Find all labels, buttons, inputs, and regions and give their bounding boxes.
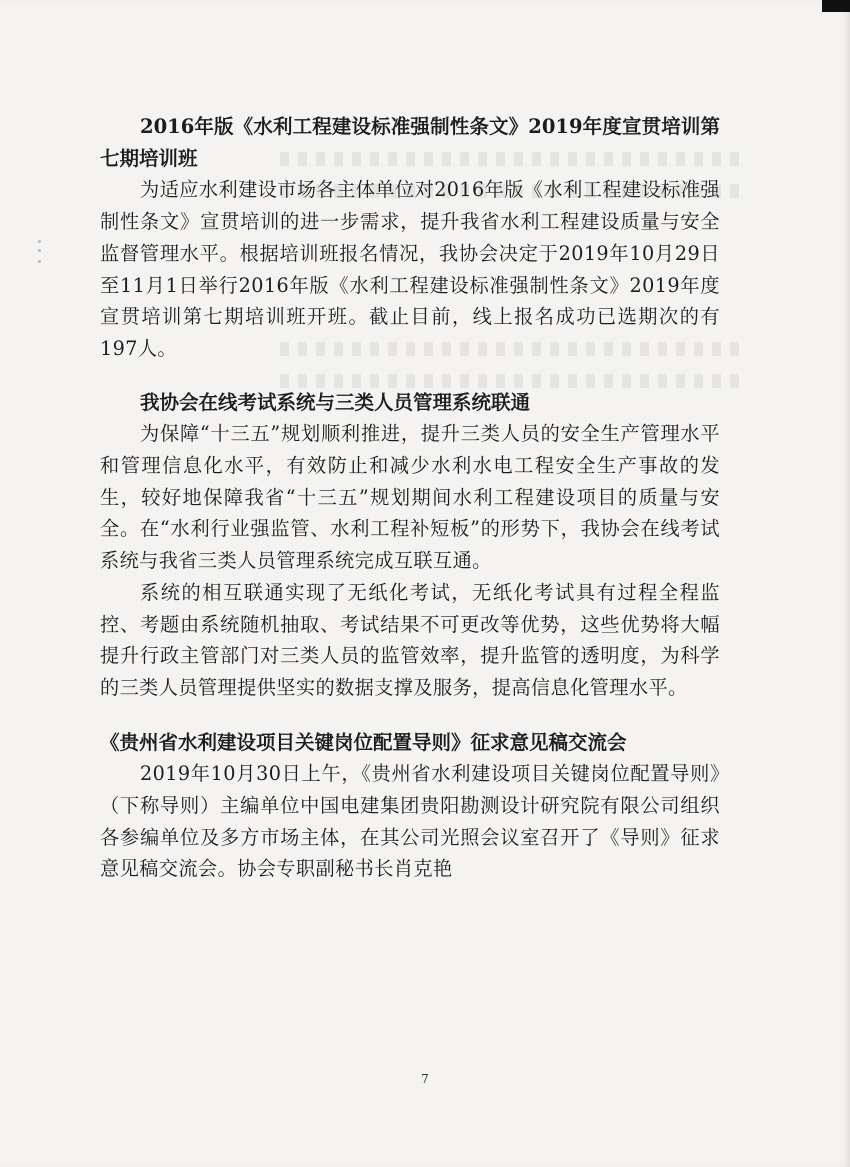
scan-corner-mark (822, 0, 850, 12)
section-heading-exam-system: 我协会在线考试系统与三类人员管理系统联通 (140, 390, 531, 414)
paragraph-training: 为适应水利建设市场各主体单位对2016年版《水利工程建设标准强制性条文》宣贯培训的进一步需求，提升我省水利工程建设质量与安全监督管理水平。根据培训班报名情况，我协会决定于2019年10月29日至11月1日举行2016年版《水利工程建设标准强制性条文》2019年度宣贯培训第七期培训班开班。截止目前，线上报名成功已选期次的有197人。 (100, 178, 720, 360)
page-number: 7 (421, 1072, 429, 1086)
paragraph-exam-system-1: 为保障“十三五”规划顺利推进，提升三类人员的安全生产管理水平和管理信息化水平，有效防止和减少水利水电工程安全生产事故的发生，较好地保障我省“十三五”规划期间水利工程建设项目的质量与安全。在“水利行业强监管、水利工程补短板”的形势下，我协会在线考试系统与我省三类人员管理系统完成互联互通。 (100, 422, 720, 573)
section-heading-training: 2016年版《水利工程建设标准强制性条文》2019年度宣贯培训第七期培训班 (100, 115, 720, 170)
paragraph-exam-system-2: 系统的相互联通实现了无纸化考试，无纸化考试具有过程全程监控、考题由系统随机抽取、考试结果不可更改等优势，这些优势将大幅提升行政主管部门对三类人员的监管效率，提升监管的透明度，为科学的三类人员管理提供坚实的数据支撑及服务，提高信息化管理水平。 (100, 580, 720, 699)
scan-specks (38, 240, 44, 270)
page-body (100, 111, 720, 885)
section-heading-guideline-meeting: 《贵州省水利建设项目关键岗位配置导则》征求意见稿交流会 (100, 730, 627, 754)
paragraph-guideline-meeting: 2019年10月30日上午，《贵州省水利建设项目关键岗位配置导则》（下称导则）主编单位中国电建集团贵阳勘测设计研究院有限公司组织各参编单位及多方市场主体，在其公司光照会议室召开了《导则》征求意见稿交流会。协会专职副秘书长肖克艳 (100, 762, 720, 881)
